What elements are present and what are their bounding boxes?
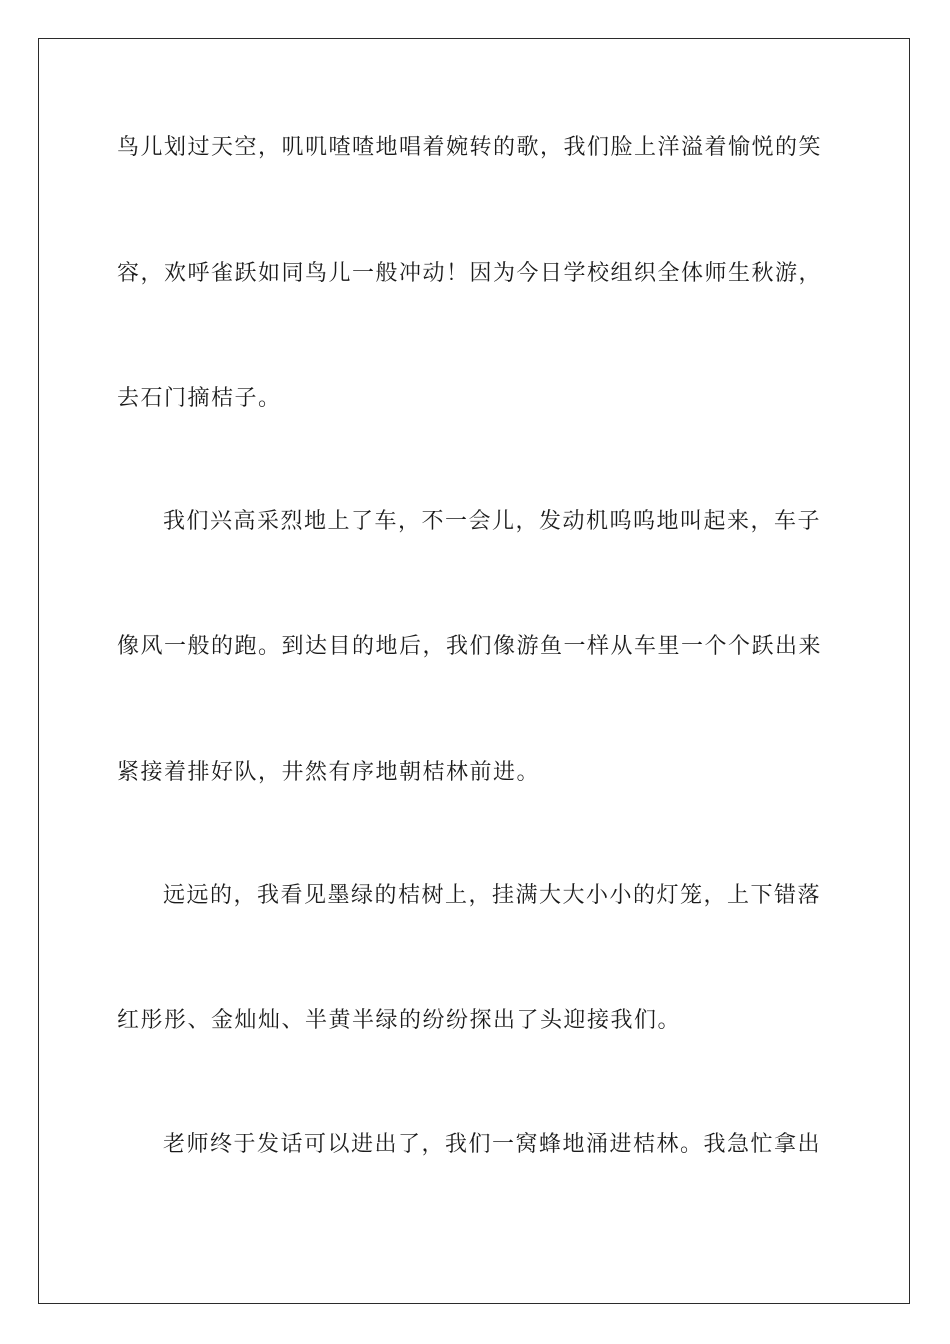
paragraph-start-line: 老师终于发话可以进出了，我们一窝蜂地涌进桔林。我急忙拿出 [163, 1132, 822, 1157]
text-line: 像风一般的跑。到达目的地后，我们像游鱼一样从车里一个个跃出来 [117, 634, 823, 659]
text-line: 去石门摘桔子。 [117, 386, 282, 411]
text-line: 红彤彤、金灿灿、半黄半绿的纷纷探出了头迎接我们。 [117, 1008, 682, 1033]
text-line: 鸟儿划过天空，叽叽喳喳地唱着婉转的歌，我们脸上洋溢着愉悦的笑 [117, 135, 823, 160]
paragraph-start-line: 我们兴高采烈地上了车，不一会儿，发动机呜呜地叫起来，车子 [163, 509, 822, 534]
text-line: 容，欢呼雀跃如同鸟儿一般冲动！因为今日学校组织全体师生秋游， [117, 261, 823, 286]
text-line: 紧接着排好队，井然有序地朝桔林前进。 [117, 760, 541, 785]
paragraph-start-line: 远远的，我看见墨绿的桔树上，挂满大大小小的灯笼，上下错落 [163, 883, 822, 908]
page-border [38, 38, 910, 1304]
